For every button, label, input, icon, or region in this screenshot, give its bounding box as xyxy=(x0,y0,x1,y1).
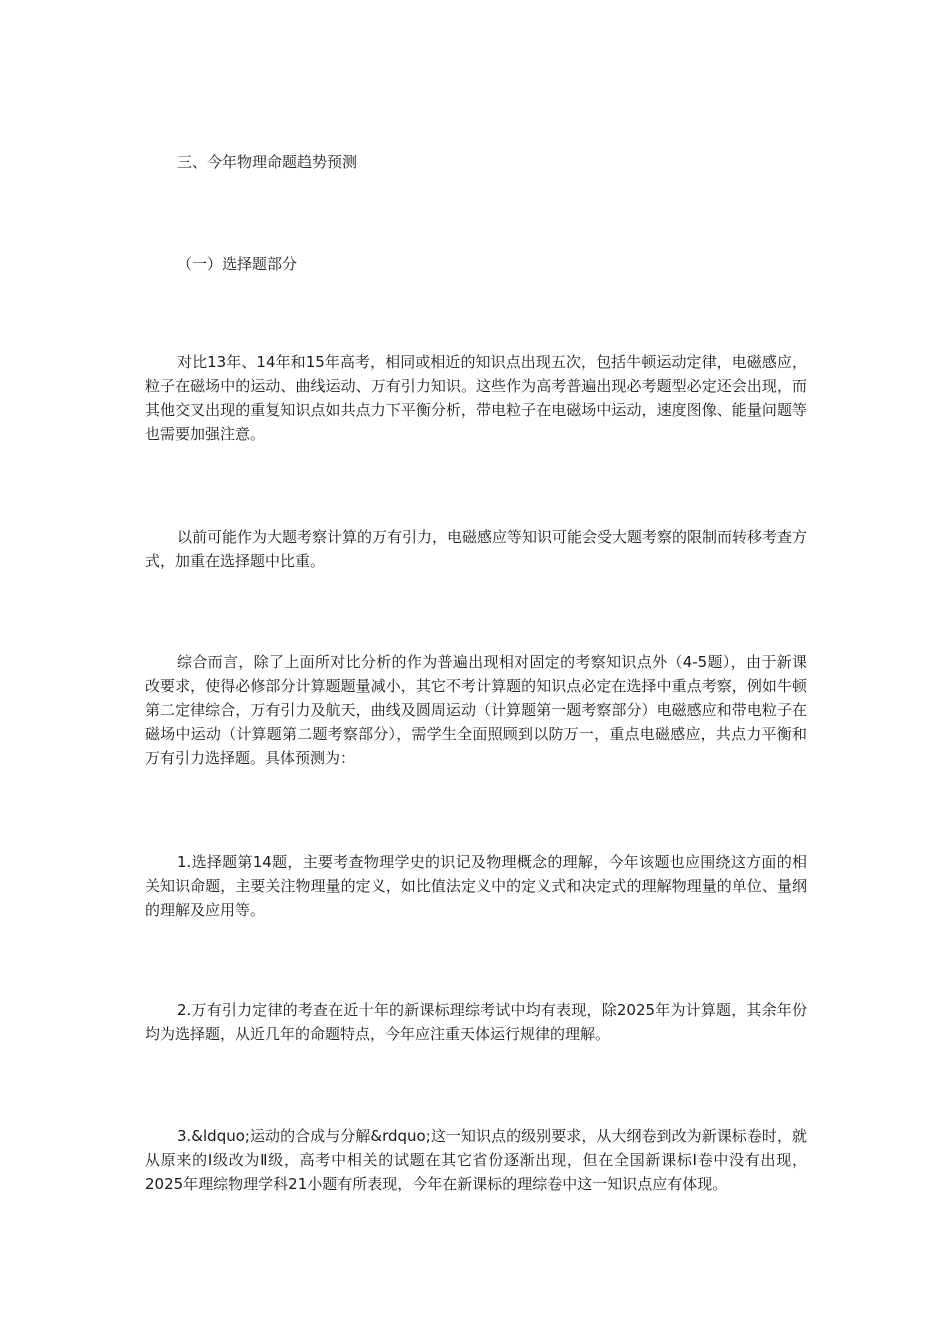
subsection-heading: （一）选择题部分 xyxy=(177,255,298,273)
paragraph-item-2: 2.万有引力定律的考查在近十年的新课标理综考试中均有表现，除2025年为计算题，其余年份均为选择题，从近几年的命题特点，今年应注重天体运行规律的理解。 xyxy=(145,1001,807,1043)
paragraph-item-1: 1.选择题第14题，主要考查物理学史的识记及物理概念的理解，今年该题也应围绕这方面的相关知识命题，主要关注物理量的定义，如比值法定义中的定义式和决定式的理解物理量的单位、量纲的理解及应用等。 xyxy=(145,853,807,919)
paragraph-transfer: 以前可能作为大题考察计算的万有引力，电磁感应等知识可能会受大题考察的限制而转移考查方式，加重在选择题中比重。 xyxy=(145,528,808,570)
paragraph-item-3: 3.&ldquo;运动的合成与分解&rdquo;这一知识点的级别要求，从大纲卷到改为新课标卷时，就从原来的Ⅰ级改为Ⅱ级，高考中相关的试题在其它省份逐渐出现，但在全国新课标Ⅰ卷中没有出现，2025年理综物理学科21小题有所表现，今年在新课标的理综卷中这一知识点应有体现。 xyxy=(145,1127,807,1193)
section-heading: 三、今年物理命题趋势预测 xyxy=(177,153,358,171)
paragraph-comparison: 对比13年、14年和15年高考，相同或相近的知识点出现五次，包括牛顿运动定律，电磁感应，粒子在磁场中的运动、曲线运动、万有引力知识。这些作为高考普遍出现必考题型必定还会出现，而其他交叉出现的重复知识点如共点力下平衡分析，带电粒子在电磁场中运动，速度图像、能量问题等也需要加强注意。 xyxy=(145,353,807,443)
paragraph-summary: 综合而言，除了上面所对比分析的作为普遍出现相对固定的考察知识点外（4-5题），由于新课改要求，使得必修部分计算题题量减小，其它不考计算题的知识点必定在选择中重点考察，例如牛顿第二定律综合，万有引力及航天，曲线及圆周运动（计算题第一题考察部分）电磁感应和带电粒子在磁场中运动（计算题第二题考察部分），需学生全面照顾到以防万一，重点电磁感应，共点力平衡和万有引力选择题。具体预测为： xyxy=(145,653,807,767)
